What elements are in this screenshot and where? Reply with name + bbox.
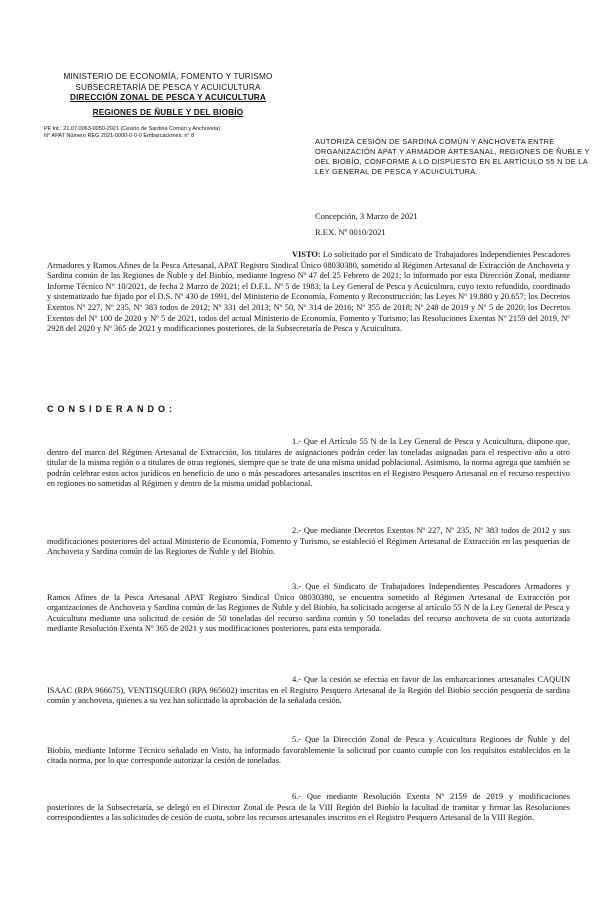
considerando-item-5: 5.- Que la Dirección Zonal de Pesca y Acuicultura Regiones de Ñuble y del Biobío, mediante Informe Técnico señalado en Visto, ha informado favorablemente la solicitud por cuanto cumple con los requisitos establecidos en la citada norma, por lo que corresponde autorizar la cesión de toneladas.	[47, 735, 570, 766]
resolution-date: Concepción, 3 Marzo de 2021	[315, 211, 418, 221]
considerando-item-1: 1.- Que el Artículo 55 N de la Ley General de Pesca y Acuicultura, dispone que, dentro del marco del Régimen Artesanal de Extracción, los titulares de asignaciones podrán ceder las toneladas asignadas para el respectivo año a otro titular de la misma región o a titulares de otras regiones, siempre que se trate de una misma unidad poblacional. Asimismo, la norma agrega que también se podrán celebrar estos actos jurídicos en beneficio de uno o más pescadores artesanales inscritos en el Registro Pesquero Artesanal en el recurso respectivo en regiones no sometidas al Régimen y dentro de la misma unidad poblacional.	[47, 437, 570, 489]
regions-name: REGIONES DE ÑUBLE Y DEL BIOBÍO	[92, 107, 244, 117]
resolution-number: R.EX. Nº 0010/2021	[315, 227, 386, 237]
visto-text: Lo solicitado por el Sindicato de Trabajadores Independientes Pescadores Armadores y Ramos Afines de la Pesca Artesanal, APAT Registro Sindical Único 08030380, sometido al Régimen Artesanal de Extracción de Anchoveta y Sardina común de las Regiones de Ñuble y del Biobío, mediante Ingreso Nº 47 del 25 Febrero de 2021; lo informado por esta Dirección Zonal, mediante Informe Técnico N° 10/2021, de fecha 2 Marzo de 2021; el D.F.L. Nº 5 de 1983; la Ley General de Pesca y Acuicultura, cuyo texto refundido, coordinado y sistematizado fue fijado por el D.S. Nº 430 de 1991, del Ministerio de Economía, Fomento y Reconstrucción; las Leyes Nº 19.880 y 20.657; los Decretos Exentos Nº 227, Nº 235, Nº 383 todos de 2012; Nº 331 del 2013; Nº 50, Nº 314 de 2016; Nº 355 de 2018; Nº 248 de 2019 y Nº 5 de 2020; los Decretos Exentos del Nº 100 de 2020 y Nº 5 de 2021, todos del actual Ministerio de Economía, Fomento y Turismo; las Resoluciones Exentas Nº 2159 del 2019, Nº 2928 del 2020 y Nº 365 de 2021 y modificaciones posteriores, de la Subsecretaría de Pesca y Acuicultura.	[47, 250, 570, 334]
visto-label: VISTO:	[292, 250, 321, 259]
zonal-direction-name: DIRECCIÓN ZONAL DE PESCA Y ACUICULTURA	[69, 93, 267, 102]
resolution-subject: AUTORIZA CESIÓN DE SARDINA COMÚN Y ANCHOVETA ENTRE ORGANIZACIÓN APAT Y ARMADOR ARTESANAL, REGIONES DE ÑUBLE Y DEL BIOBÍO, CONFORME A LO DISPUESTO EN EL ARTÍCULO 55 N DE LA LEY GENERAL DE PESCA Y ACUICULTURA.	[315, 137, 590, 176]
considerando-heading: CONSIDERANDO:	[47, 404, 177, 414]
reference-line-1: PF Int.: 21.07.0063-0050-2021 (Cesión de Sardina Común y Anchoveta)	[44, 126, 221, 132]
considerando-item-6: 6.- Que mediante Resolución Exenta Nº 2159 de 2019 y modificaciones posteriores de la Subsecretaría, se delegó en el Director Zonal de Pesca de la VIII Región del Biobío la facultad de tramitar y firmar las Resoluciones correspondientes a las solicitudes de cesión de cuota, sobre los recursos artesanales inscritos en el Registro Pesquero Artesanal de la VIII Región.	[47, 792, 570, 823]
letterhead	[58, 72, 278, 118]
ministry-name: MINISTERIO DE ECONOMÍA, FOMENTO Y TURISMO	[63, 72, 273, 81]
reference-lines	[44, 126, 284, 140]
considerando-item-4: 4.- Que la cesión se efectúa en favor de las embarcaciones artesanales CAQUIN ISAAC (RPA 966675), VENTISQUERO (RPA 965602) inscritas en el Registro Pesquero Artesanal de la Región del Biobío sección pesquería de sardina común y anchoveta, quienes a su vez han solicitado la aprobación de la señalada cesión.	[47, 675, 570, 706]
considerando-item-3: 3.- Que el Sindicato de Trabajadores Independientes Pescadores Armadores y Ramos Afines de la Pesca Artesanal APAT Registro Sindical Único 08030380, se encuentra sometido al Régimen Artesanal de Extracción por organizaciones de Anchoveta y Sardina común de las Regiones de Ñuble y del Biobío, ha solicitado acogerse al artículo 55 N de la Ley General de Pesca y Acuicultura mediante una solicitud de cesión de 50 toneladas del recurso sardina común y 50 toneladas del recurso anchoveta de su cuota autorizada mediante Resolución Exenta Nº 365 de 2021 y sus modificaciones posteriores, para esta temporada.	[47, 582, 570, 634]
visto-paragraph	[47, 250, 570, 335]
reference-line-2: N° APAT Número REG 2021-0000-0-0-0 Embarcaciones: n° 8	[44, 133, 195, 139]
undersecretariat-name: SUBSECRETARÍA DE PESCA Y ACUICULTURA	[75, 82, 261, 92]
considerando-item-2: 2.- Que mediante Decretos Exentos Nº 227, Nº 235, Nº 383 todos de 2012 y sus modificaciones posteriores del actual Ministerio de Economía, Fomento y Turismo, se estableció el Régimen Artesanal de Extracción en las pesquerías de Anchoveta y Sardina común de las Regiones de Ñuble y del Biobío.	[47, 526, 570, 557]
